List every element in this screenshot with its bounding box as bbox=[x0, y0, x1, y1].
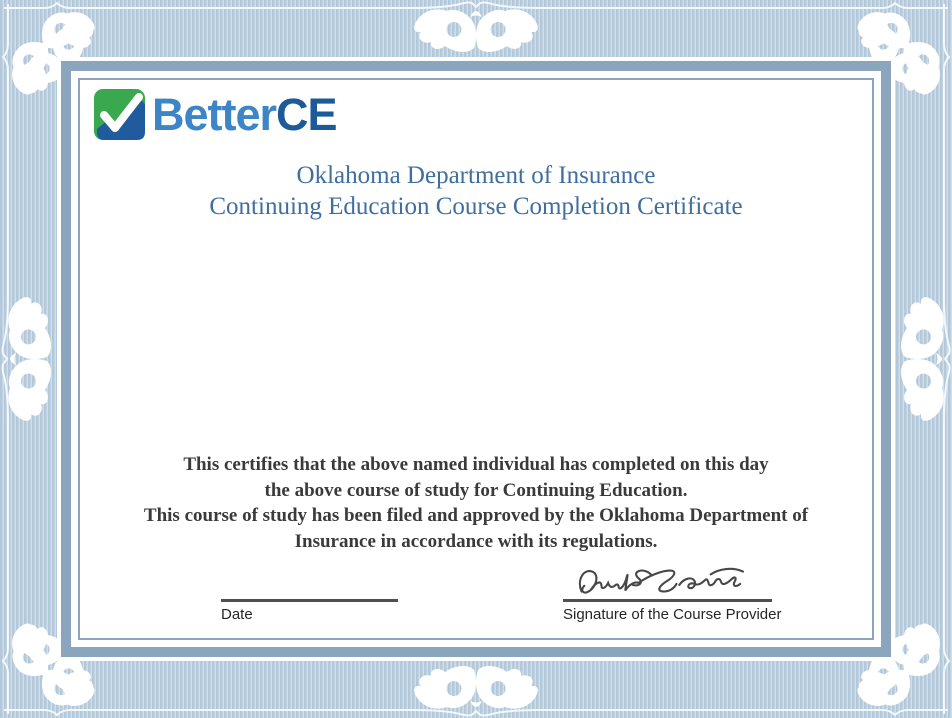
edge-flourish-icon bbox=[406, 663, 546, 717]
edge-flourish-icon bbox=[406, 1, 546, 55]
certificate-content bbox=[80, 80, 872, 638]
title-line-2: Continuing Education Course Completion Certificate bbox=[209, 193, 743, 220]
edge-flourish-icon bbox=[0, 289, 54, 429]
title-line-1: Oklahoma Department of Insurance bbox=[296, 162, 656, 189]
date-line bbox=[221, 599, 398, 602]
certificate-body bbox=[90, 452, 862, 554]
brand-name-second: CE bbox=[276, 89, 337, 140]
brand-name-first: Better bbox=[152, 89, 277, 140]
certificate-title bbox=[80, 160, 872, 222]
body-line: This course of study has been filed and approved by the Oklahoma Department of bbox=[143, 505, 809, 526]
date-label: Date bbox=[221, 606, 253, 623]
body-line: This certifies that the above named individual has completed on this day bbox=[183, 454, 769, 475]
signature-label: Signature of the Course Provider bbox=[563, 606, 782, 623]
body-line: the above course of study for Continuing Education. bbox=[264, 479, 688, 501]
body-line: Insurance in accordance with its regulations. bbox=[294, 530, 658, 552]
signature-script-icon bbox=[572, 562, 762, 602]
checkmark-icon bbox=[93, 88, 146, 141]
signature-line bbox=[563, 599, 772, 602]
brand-name bbox=[152, 88, 337, 141]
edge-flourish-icon bbox=[898, 289, 952, 429]
brand-logo bbox=[93, 88, 337, 141]
